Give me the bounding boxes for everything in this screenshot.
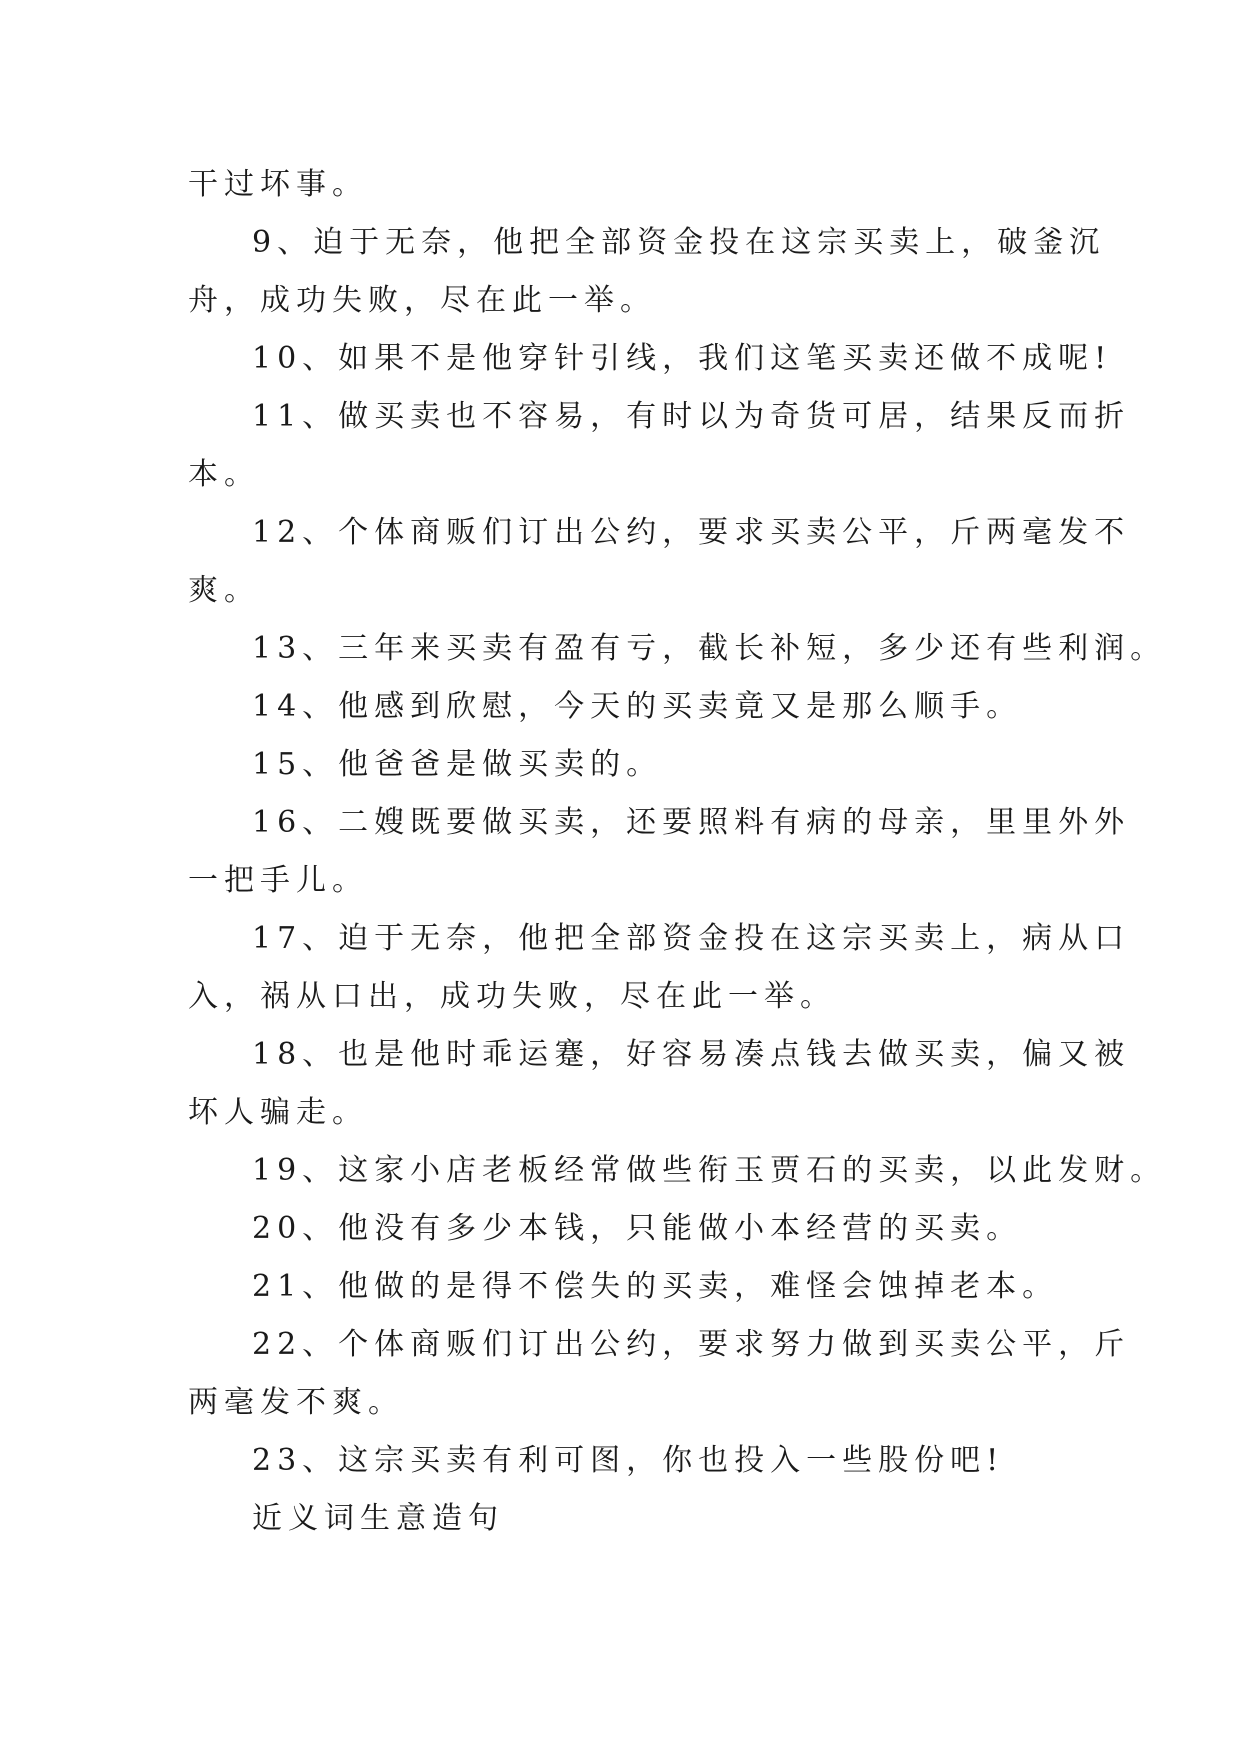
- text-line: 干过坏事。: [188, 167, 368, 202]
- section-heading: 近义词生意造句: [252, 1501, 504, 1536]
- sentence-12-line-1: 12、个体商贩们订出公约，要求买卖公平，斤两毫发不: [252, 515, 1131, 550]
- sentence-15: 15、他爸爸是做买卖的。: [252, 747, 663, 782]
- sentence-11-line-1: 11、做买卖也不容易，有时以为奇货可居，结果反而折: [252, 399, 1131, 434]
- sentence-20: 20、他没有多少本钱，只能做小本经营的买卖。: [252, 1211, 1023, 1246]
- sentence-13: 13、三年来买卖有盈有亏，截长补短，多少还有些利润。: [252, 631, 1167, 666]
- sentence-9-line-2: 舟，成功失败，尽在此一举。: [188, 283, 656, 318]
- sentence-19: 19、这家小店老板经常做些衔玉贾石的买卖，以此发财。: [252, 1153, 1167, 1188]
- sentence-17-line-1: 17、迫于无奈，他把全部资金投在这宗买卖上，病从口: [252, 921, 1131, 956]
- sentence-10: 10、如果不是他穿针引线，我们这笔买卖还做不成呢!: [252, 341, 1113, 376]
- sentence-12-line-2: 爽。: [188, 573, 260, 608]
- document-page: [188, 156, 1167, 1548]
- sentence-18-line-2: 坏人骗走。: [188, 1095, 368, 1130]
- sentence-16-line-2: 一把手儿。: [188, 863, 368, 898]
- sentence-17-line-2: 入，祸从口出，成功失败，尽在此一举。: [188, 979, 836, 1014]
- sentence-22-line-2: 两毫发不爽。: [188, 1385, 404, 1420]
- sentence-11-line-2: 本。: [188, 457, 260, 492]
- sentence-21: 21、他做的是得不偿失的买卖，难怪会蚀掉老本。: [252, 1269, 1059, 1304]
- sentence-14: 14、他感到欣慰，今天的买卖竟又是那么顺手。: [252, 689, 1023, 724]
- sentence-23: 23、这宗买卖有利可图，你也投入一些股份吧!: [252, 1443, 1005, 1478]
- sentence-16-line-1: 16、二嫂既要做买卖，还要照料有病的母亲，里里外外: [252, 805, 1131, 840]
- sentence-9-line-1: 9、迫于无奈，他把全部资金投在这宗买卖上，破釜沉: [252, 225, 1106, 260]
- sentence-22-line-1: 22、个体商贩们订出公约，要求努力做到买卖公平，斤: [252, 1327, 1131, 1362]
- sentence-18-line-1: 18、也是他时乖运蹇，好容易凑点钱去做买卖，偏又被: [252, 1037, 1131, 1072]
